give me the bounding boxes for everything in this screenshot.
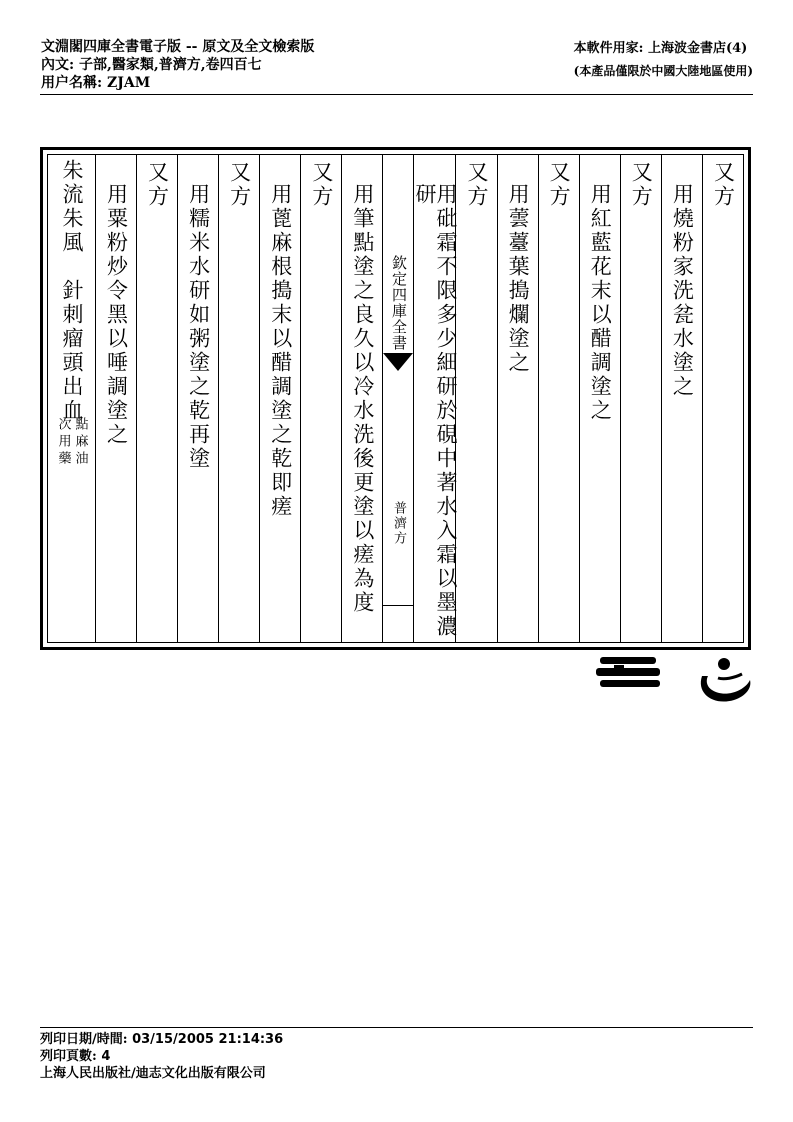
recipe-text: 用筆點塗之良久以冷水洗後更塗以瘥為度 (350, 183, 375, 615)
recipe-text: 用紅藍花末以醋調塗之 (588, 183, 613, 423)
recipe-text: 用糯米水研如粥塗之乾再塗 (186, 183, 211, 471)
text-column (620, 155, 661, 642)
footer-divider (40, 1027, 753, 1028)
recipe-heading: 又方 (227, 161, 252, 209)
fold-divider (383, 605, 413, 606)
footer (40, 1031, 283, 1082)
header-region-notice: (本產品僅限於中國大陸地區使用) (573, 64, 753, 78)
page-columns (47, 154, 744, 643)
header-left (41, 38, 314, 92)
note-left: 次用藥 (55, 417, 71, 468)
header-content-path: 內文: 子部,醫家類,普濟方,卷四百七 (41, 57, 262, 73)
fold-book-title: 普濟方 (390, 501, 406, 546)
recipe-heading: 又方 (464, 161, 489, 209)
recipe-heading: 又方 (145, 161, 170, 209)
recipe-text: 朱流朱風 針刺瘤頭出血 (59, 159, 84, 423)
header-title: 文淵閣四庫全書電子版 -- 原文及全文檢索版 (41, 39, 315, 55)
footer-publisher: 上海人民出版社/迪志文化出版有限公司 (40, 1066, 266, 1081)
recipe-text: 用粟粉炒令黑以唾調塗之 (104, 183, 129, 447)
interlinear-note (56, 417, 86, 468)
footer-page-count: 列印頁數: 4 (40, 1049, 111, 1064)
text-column (455, 155, 496, 642)
text-column (300, 155, 341, 642)
recipe-heading: 又方 (309, 161, 334, 209)
text-column (259, 155, 300, 642)
recipe-heading: 又方 (629, 161, 654, 209)
note-right: 點麻油 (72, 417, 88, 468)
text-column (538, 155, 579, 642)
recipe-text: 用蕓薹葉搗爛塗之 (506, 183, 531, 375)
text-column (412, 155, 458, 642)
text-column (95, 155, 136, 642)
header-username: 用户名稱: ZJAM (41, 75, 151, 91)
text-column (702, 155, 743, 642)
text-column (177, 155, 218, 642)
center-fold-column (382, 155, 413, 642)
footer-print-date: 列印日期/時間: 03/15/2005 21:14:36 (40, 1032, 284, 1047)
text-column (579, 155, 620, 642)
header-licensee: 本軟件用家: 上海波金書店(4) (573, 41, 748, 56)
text-column (661, 155, 702, 642)
text-column (341, 155, 382, 642)
recipe-heading: 又方 (547, 161, 572, 209)
publisher-brush-seal-icon (694, 654, 754, 708)
text-column (48, 155, 95, 642)
fold-title: 欽定四庫全書 (389, 255, 408, 351)
recipe-text: 用燒粉家洗瓫水塗之 (670, 183, 695, 399)
text-column (497, 155, 538, 642)
recipe-heading: 又方 (711, 161, 736, 209)
recipe-text: 用蓖麻根搗末以醋調塗之乾即瘥 (268, 183, 293, 519)
fishtail-mark-icon (383, 353, 413, 371)
publisher-stripes-logo-icon (596, 654, 664, 694)
text-column (136, 155, 177, 642)
header-right (574, 38, 753, 82)
header-divider (40, 94, 753, 95)
recipe-text: 用砒霜不限多少細研於硯中著水入霜以墨濃研 (412, 183, 458, 639)
text-column (218, 155, 259, 642)
page-frame (40, 147, 751, 650)
